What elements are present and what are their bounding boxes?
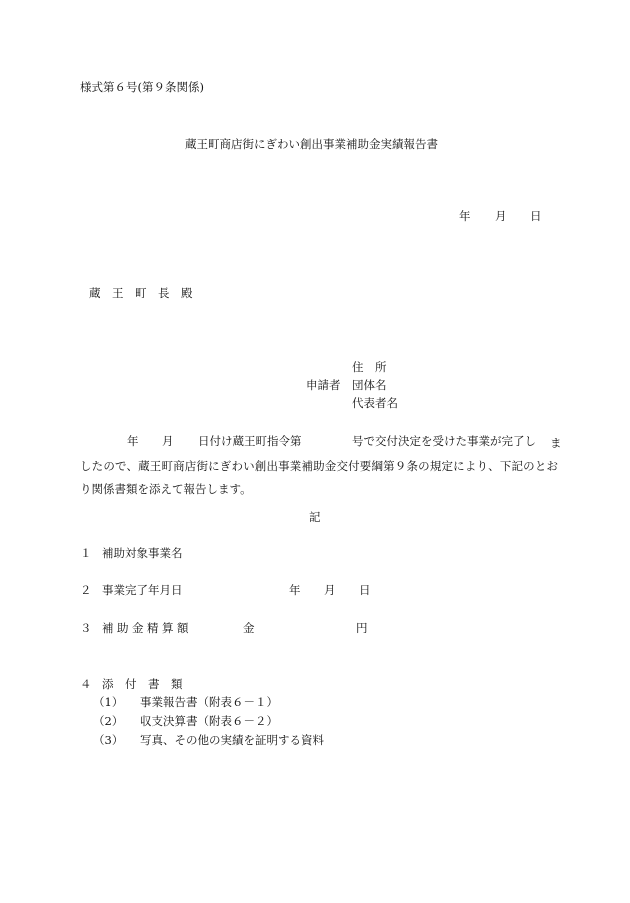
body-phrase2: 号で交付決定を受けた事業が完了し	[352, 434, 536, 448]
ki-heading: 記	[309, 510, 321, 524]
attachment-number: （1）	[93, 695, 124, 709]
item-number: １	[80, 546, 92, 560]
attachment-number: （3）	[93, 733, 124, 747]
form-number: 様式第６号(第９条関係)	[80, 80, 204, 94]
applicant-representative-label: 代表者名	[352, 396, 398, 410]
applicant-label: 申請者	[306, 378, 341, 392]
attachment-label: 収支決算書（附表６－２）	[140, 714, 278, 728]
attachment-number: （2）	[93, 714, 124, 728]
applicant-organization-label: 団体名	[352, 378, 387, 392]
amount-currency: 金	[243, 621, 255, 635]
body-phrase1: 日付け蔵王町指令第	[198, 434, 302, 448]
applicant-address-label: 住 所	[352, 360, 387, 374]
date-month: 月	[495, 209, 507, 223]
attachment-label: 写真、その他の実績を証明する資料	[140, 733, 324, 747]
item-number: ３	[80, 621, 92, 635]
addressee: 蔵 王 町 長 殿	[89, 286, 193, 300]
date-day: 日	[530, 209, 542, 223]
document-title: 蔵王町商店街にぎわい創出事業補助金実績報告書	[185, 137, 438, 151]
completion-year: 年	[289, 583, 301, 597]
attachment-label: 事業報告書（附表６－１）	[140, 695, 278, 709]
completion-day: 日	[359, 583, 371, 597]
body-rest: ましたので、蔵王町商店街にぎわい創出事業補助金交付要綱第９条の規定により、下記のとおり関係書類を添えて報告します。	[80, 436, 562, 496]
body-month: 月	[162, 434, 174, 448]
item-label: 補助対象事業名	[102, 546, 183, 560]
item-number: ２	[80, 583, 92, 597]
body-year: 年	[127, 434, 139, 448]
date-year: 年	[459, 209, 471, 223]
item-label: 事業完了年月日	[102, 583, 183, 597]
item-number: ４	[80, 677, 92, 691]
completion-month: 月	[324, 583, 336, 597]
item-label: 添 付 書 類	[102, 677, 183, 691]
amount-unit: 円	[356, 621, 368, 635]
item-label: 補助金精算額	[102, 621, 192, 635]
